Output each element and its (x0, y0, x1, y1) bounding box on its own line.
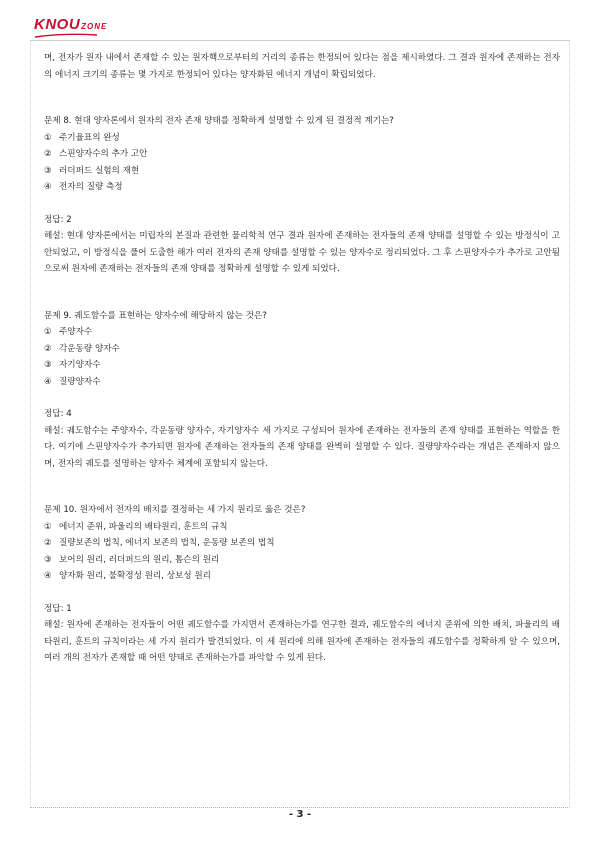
option-item (44, 568, 560, 585)
option-text: 질량보존의 법칙, 에너지 보존의 법칙, 운동량 보존의 법칙 (59, 538, 275, 548)
logo-main-text: KNOU (34, 16, 81, 33)
intro-paragraph: 며, 전자가 원자 내에서 존재할 수 있는 원자핵으로부터의 거리의 종류는 한정되어 있다는 점을 제시하였다. 그 결과 원자에 존재하는 전자의 에너지 크기의 종류는 몇 가지로 한정되어 있다는 양자화된 에너지 개념이 확립되었다. (44, 53, 560, 80)
option-item (44, 179, 560, 196)
option-text: 보어의 원리, 러더퍼드의 원리, 톰슨의 원리 (59, 554, 220, 565)
option-text: 각운동량 양자수 (59, 343, 120, 354)
option-text: 러더퍼드 실험의 재현 (59, 165, 140, 176)
question-block-10 (44, 502, 560, 667)
option-number: ① (44, 521, 52, 532)
explanation-paragraph: 해설: 궤도함수는 주양자수, 각운동량 양자수, 자기양자수 세 가지로 구성되어 원자에 존재하는 전자들의 존재 양태를 표현하는 역할을 한다. 여기에 스핀양자수가 추가되면 원자에 존재하는 전자들의 존재 양태를 완벽히 설명할 수 있다. 질량양자수라는 개념은 존재하지 않으며, 전자의 궤도를 설명하는 양자수 체계에 포함되지 않는다. (44, 425, 560, 469)
option-text: 전자의 질량 측정 (59, 182, 123, 192)
question-title: 문제 8. 현대 양자론에서 원자의 전자 존재 양태를 정확하게 설명할 수 있게 된 결정적 계기는? (44, 116, 394, 126)
answer-line: 정답: 4 (44, 409, 72, 419)
option-number: ④ (44, 571, 52, 581)
answer-line: 정답: 1 (44, 603, 72, 614)
option-text: 스핀양자수의 추가 고안 (59, 149, 148, 159)
option-item (44, 357, 560, 374)
option-number: ③ (44, 554, 52, 565)
option-number: ② (44, 343, 52, 354)
option-item (44, 341, 560, 358)
option-item (44, 519, 560, 536)
explanation-paragraph: 해설: 원자에 존재하는 전자들이 어떤 궤도함수를 가지면서 존재하는가를 연구한 결과, 궤도함수의 에너지 준위에 의한 배치, 파울리의 배타원리, 훈트의 규칙이라는 세 가지 원리가 발견되었다. 이 세 원리에 의해 원자에 존재하는 전자들의 궤도함수를 정확하게 알 수 있으며, 여러 개의 전자가 존재할 때 어떤 양태로 존재하는가를 파악할 수 있게 된다. (44, 620, 560, 663)
option-item (44, 535, 560, 552)
option-item (44, 130, 560, 147)
option-number: ③ (44, 360, 52, 370)
option-number: ② (44, 538, 52, 548)
option-item (44, 163, 560, 180)
option-text: 주양자수 (59, 327, 93, 337)
option-text: 질량양자수 (59, 376, 101, 387)
option-item (44, 146, 560, 163)
option-text: 에너지 준위, 파울리의 배타원리, 훈트의 규칙 (59, 521, 228, 532)
option-number: ④ (44, 182, 52, 192)
option-number: ① (44, 327, 52, 337)
explanation-paragraph: 해설: 현대 양자론에서는 미립자의 본질과 관련한 물리학적 연구 결과 원자에 존재하는 전자들의 존재 양태를 설명할 수 있는 방정식이 고안되었고, 이 방정식을 풀어 도출한 해가 여러 전자의 존재 양태를 설명할 수 있는 양자수로 정리되었다. 그 후 스핀양자수가 추가로 고안됨으로써 원자에 존재하는 전자들의 존재 양태를 정확하게 설명할 수 있게 되었다. (44, 231, 560, 274)
option-item (44, 374, 560, 391)
option-item (44, 324, 560, 341)
question-title: 문제 9. 궤도함수를 표현하는 양자수에 해당하지 않는 것은? (44, 310, 267, 321)
answer-line: 정답: 2 (44, 214, 72, 225)
logo-swoosh-icon (34, 33, 98, 39)
page-number: - 3 - (288, 809, 312, 820)
option-number: ④ (44, 376, 52, 387)
option-number: ② (44, 149, 52, 159)
question-block-8 (44, 113, 560, 278)
option-text: 주기율표의 완성 (59, 132, 120, 143)
question-title: 문제 10. 원자에서 전자의 배치를 결정하는 세 가지 원리로 옳은 것은? (44, 505, 306, 515)
option-text: 자기양자수 (59, 360, 101, 370)
question-block-9 (44, 308, 560, 473)
logo-sub-text: ZONE (81, 22, 108, 31)
document-body (44, 50, 560, 667)
option-text: 양자화 원리, 불확정성 원리, 상보성 원리 (59, 571, 211, 581)
option-number: ① (44, 132, 52, 143)
option-number: ③ (44, 165, 52, 176)
option-item (44, 552, 560, 569)
